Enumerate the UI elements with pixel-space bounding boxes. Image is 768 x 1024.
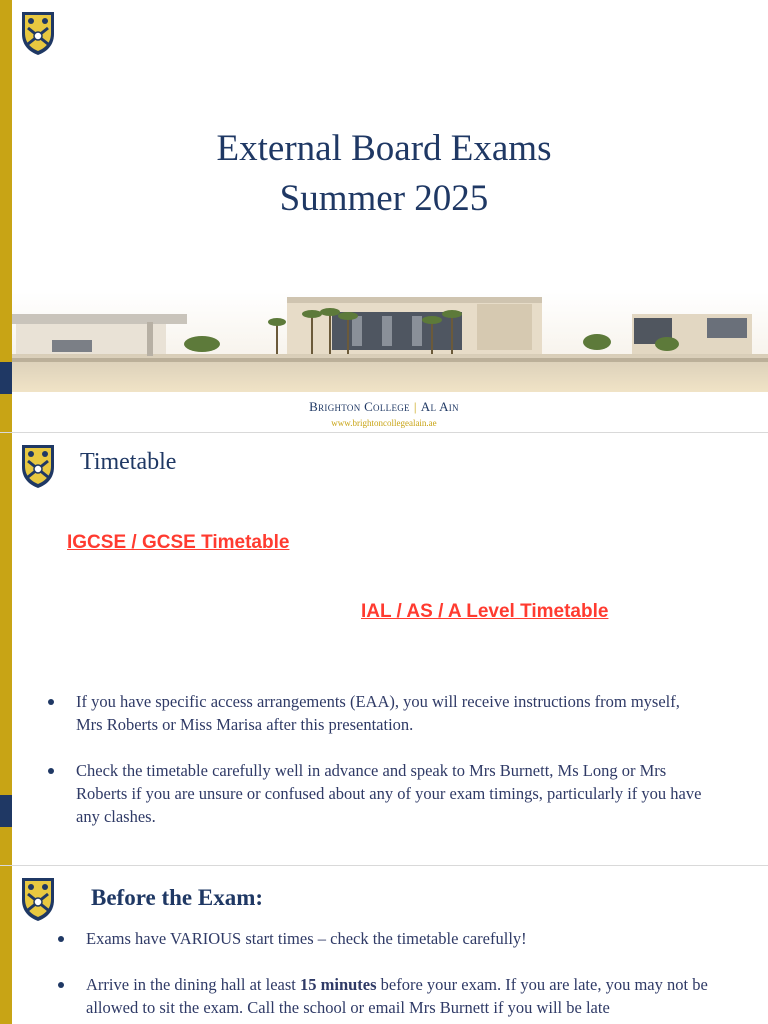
crest-icon	[20, 10, 56, 56]
campus-photo	[12, 292, 768, 392]
slide-heading-timetable: Timetable	[80, 449, 177, 475]
college-name-text: Brighton College	[309, 399, 410, 414]
bullet-text-start: Arrive in the dining hall at least	[86, 975, 300, 994]
slide-title-page	[0, 0, 768, 432]
slide-heading-before-exam: Before the Exam:	[91, 885, 264, 910]
list-item	[52, 973, 742, 1019]
blue-side-mark	[0, 362, 12, 394]
crest-icon	[20, 443, 56, 489]
presentation-title-line1: External Board Exams	[216, 128, 552, 169]
presentation-title-line2: Summer 2025	[279, 178, 489, 219]
list-item: If you have specific access arrangements (EAA), you will receive instructions from myself, Mrs Roberts or Miss Marisa after this presentation.	[42, 690, 702, 736]
blue-side-mark	[0, 795, 12, 827]
crest-icon	[20, 876, 56, 922]
ial-timetable-link[interactable]: IAL / AS / A Level Timetable	[361, 601, 609, 622]
gold-side-bar	[0, 866, 12, 1024]
igcse-timetable-link[interactable]: IGCSE / GCSE Timetable	[67, 532, 290, 553]
list-item: Check the timetable carefully well in advance and speak to Mrs Burnett, Ms Long or Mrs Roberts if you are unsure or confused about any of your exam timings, particularly if you have any clashes.	[42, 759, 702, 828]
before-exam-bullet-list	[52, 927, 742, 1024]
list-item: Exams have VARIOUS start times – check the timetable carefully!	[52, 927, 742, 950]
college-separator: |	[413, 399, 417, 414]
timetable-bullet-list	[42, 690, 702, 851]
college-location: Al Ain	[420, 399, 459, 414]
bullet-text-end: before your exam. If you are late, you may not be allowed to sit the exam. Call the school or email Mrs Burnett if you will be late	[86, 975, 708, 1017]
college-website: www.brightoncollegealain.ae	[331, 418, 437, 428]
bullet-text-bold: 15 minutes	[299, 975, 377, 994]
college-name	[0, 399, 768, 415]
slide-before-exam	[0, 866, 768, 1024]
slide-timetable	[0, 433, 768, 865]
